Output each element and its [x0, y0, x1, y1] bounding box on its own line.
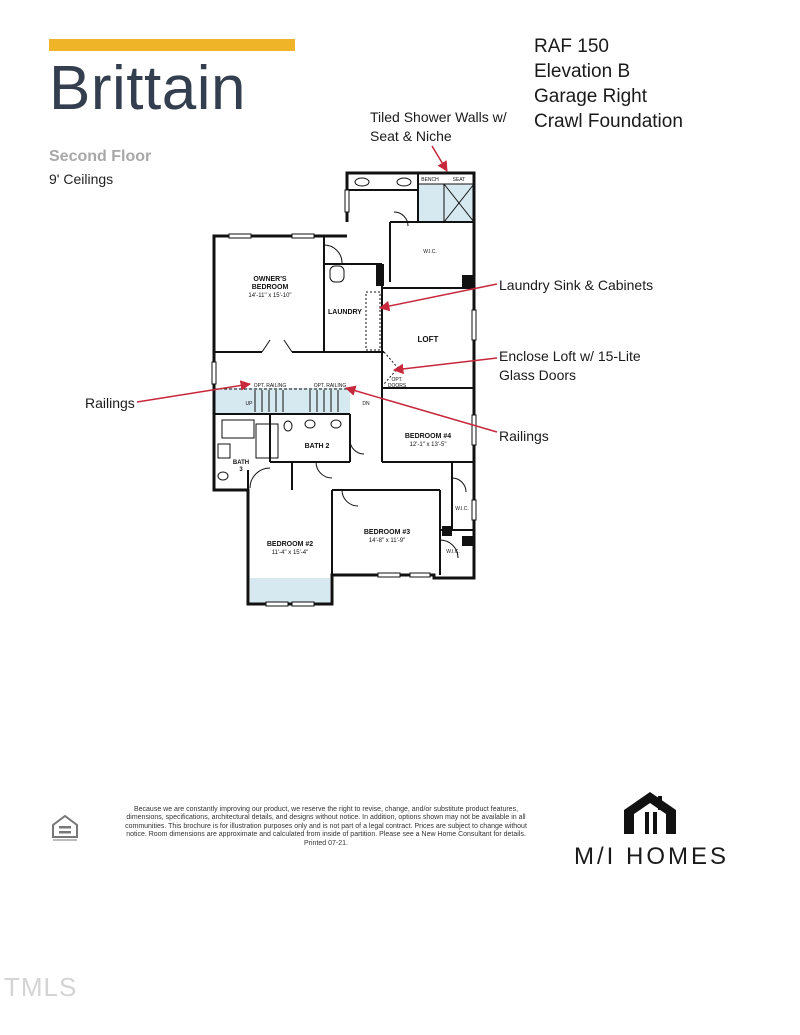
bath3-label: BATH [232, 460, 250, 466]
bedroom4-dims: 12'-1" x 13'-5" [409, 442, 447, 448]
floor-label: Second Floor [49, 148, 152, 165]
callout-railings-left: Railings [85, 395, 135, 411]
bedroom4-label: BEDROOM #4 [404, 433, 452, 440]
arrow-shower [432, 146, 447, 171]
callout-loft-line1: Enclose Loft w/ 15-Lite [499, 348, 641, 364]
opt-railing-left-label: OPT. RAILING [253, 383, 287, 389]
bedroom4-wic-label: W.I.C. [455, 506, 469, 512]
room-labels [233, 177, 469, 556]
opt-doors-label2: DOORS [387, 383, 407, 389]
owners-bedroom-dims: 14'-11" x 15'-10" [248, 293, 292, 299]
bath3-number: 3 [239, 467, 243, 473]
mi-homes-logo-text: M/I HOMES [574, 843, 730, 870]
legal-disclaimer: Because we are constantly improving our product, we reserve the right to revise, change, and/or substitute product features, dimensions, specifications, architectural details, and designs without notice. In addition, options shown may not be available in all communities. This brochure is for illustration purposes only and is not part of a legal contract. Prices are subject to change without notice. Room dimensions are approximate and calculated from inside of partition. Please see a New Home Consultant for details. Printed 07-21. [125, 806, 527, 847]
bedroom3-dims: 14'-8" x 11'-9" [368, 538, 406, 544]
opt-doors-label: OPT. [391, 377, 403, 383]
loft-label: LOFT [417, 335, 439, 344]
interior-walls [214, 173, 474, 575]
bedroom3-label: BEDROOM #3 [363, 529, 411, 536]
callout-laundry: Laundry Sink & Cabinets [499, 277, 654, 293]
shower-tile-area [418, 184, 474, 222]
seat-label: SEAT [452, 177, 466, 183]
spec-garage: Garage Right [534, 86, 648, 107]
spec-raf: RAF 150 [534, 36, 609, 57]
stair-down-label: DN [362, 401, 370, 407]
callout-railings-right: Railings [499, 428, 549, 444]
bedroom2-bay-shade [250, 578, 330, 603]
stair-landing-shade [214, 388, 350, 414]
bedroom2-label: BEDROOM #2 [266, 541, 314, 548]
plan-title: Brittain [49, 54, 246, 123]
spec-elevation: Elevation B [534, 61, 631, 82]
laundry-label: LAUNDRY [328, 309, 362, 316]
bedroom2-dims: 11'-4" x 15'-4" [271, 550, 309, 556]
owners-bedroom-label2: BEDROOM [251, 284, 289, 291]
mls-watermark: TMLS [4, 972, 78, 1002]
opt-railing-right-label: OPT. RAILING [313, 383, 347, 389]
bedroom3-wic-label: W.I.C. [446, 549, 460, 555]
stair-up-label: UP [245, 401, 253, 407]
callout-loft-line2: Glass Doors [499, 367, 577, 383]
callout-shower-line2: Seat & Niche [370, 128, 452, 144]
arrow-loft [394, 358, 497, 370]
ceiling-height: 9' Ceilings [49, 171, 114, 187]
bath2-label: BATH 2 [304, 443, 330, 450]
owner-wic-label: W.I.C. [423, 249, 437, 255]
laundry-cabinets [366, 292, 380, 350]
owners-bedroom-label: OWNER'S [253, 276, 287, 283]
callout-shower-line1: Tiled Shower Walls w/ [370, 109, 507, 125]
bench-label: BENCH [421, 177, 439, 183]
spec-foundation: Crawl Foundation [534, 111, 683, 132]
mi-homes-logo-icon [624, 790, 676, 836]
equal-housing-icon [50, 813, 80, 843]
